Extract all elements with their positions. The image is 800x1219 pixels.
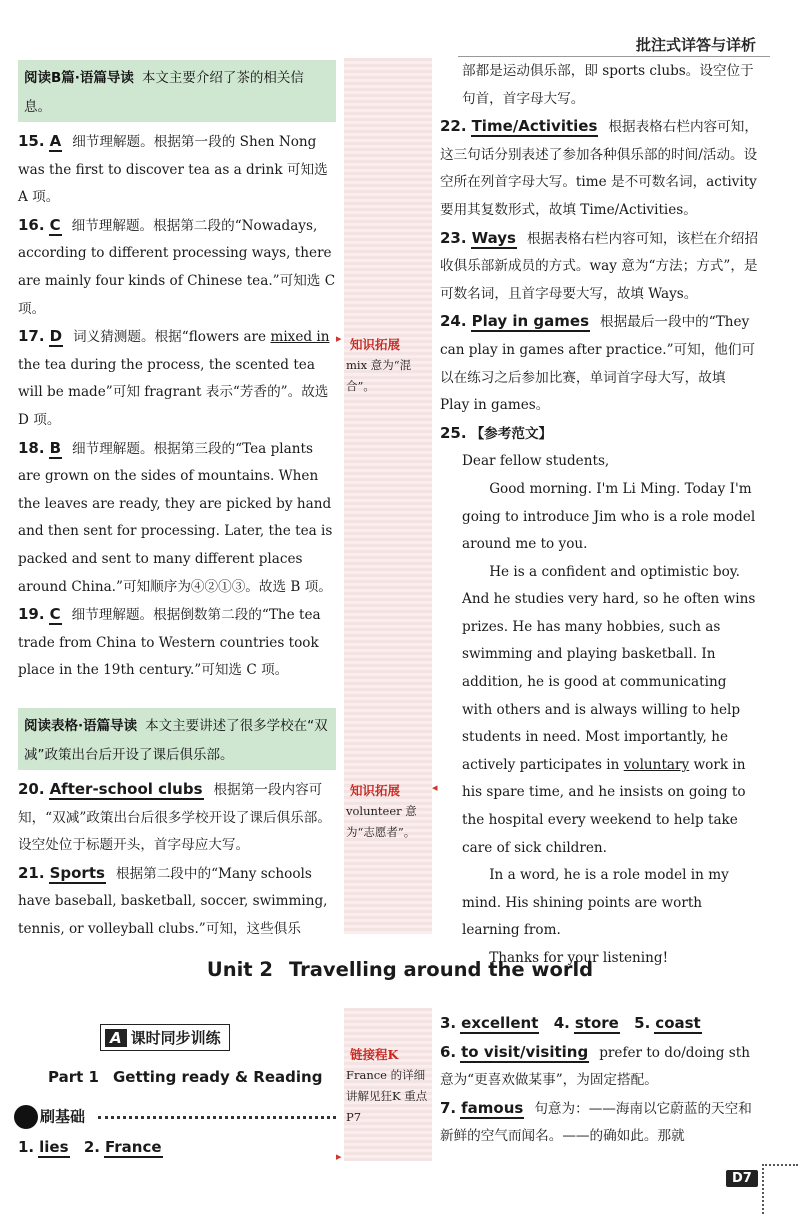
item-explanation: 句意为：——海南以它蔚蓝的天空和新鲜的空气而闻名。——的确如此。那就 [440,1100,752,1145]
band-label: 阅读B篇·语篇导读 [24,70,134,86]
basics-label: 刷基础 [40,1107,86,1126]
item-number: 1. [18,1138,35,1156]
dotted-divider [98,1116,336,1119]
part-number: Part 1 [48,1068,99,1086]
underlined-phrase: mixed in [270,329,330,346]
essay-text: work in his spare time, and he insists on going to the hospital every weekend to help take care of sick children. [462,756,746,856]
unit-title: Travelling around the world [288,958,594,981]
item-number: 23. [440,228,467,247]
unit-number: Unit 2 [206,958,273,981]
item-explanation: 细节理解题。根据第二段的“Nowadays, according to different processing ways, there are mainly four kinds of Chinese tea.”可知选 C 项。 [18,217,336,317]
underlined-word: voluntary [623,756,690,773]
item-answer: A [49,132,62,150]
band-text: 本文主要讲述了很多学校在“双减”政策出台后开设了课后俱乐部。 [24,718,328,763]
note-title: 知识拓展 [350,783,401,798]
section-band-reading-b [18,60,336,122]
answer-item-16 [18,212,338,323]
header-rule [458,56,770,57]
answer-item-20 [18,776,338,860]
note-text: volunteer 意为“志愿者”。 [346,804,417,839]
page-header-title: 批注式详答与详析 [635,36,756,54]
essay-text: He is a confident and optimistic boy. And he studies very hard, so he often wins prizes. He has many hobbies, such as swimming and playing basketball. In addition, he is good at communicating with others and is always willing to help students in need. Most importantly, he actively participates in [462,563,756,773]
item-answer: D [49,327,63,346]
essay-paragraph: Good morning. I'm Li Ming. Today I'm going to introduce Jim who is a role model around me to you. [462,480,756,553]
unit-heading [0,958,800,981]
item-explanation: 根据第一段内容可知，“双减”政策出台后很多学校开设了课后俱乐部。设空处位于标题开头，首字母应大写。 [18,782,331,854]
item-number: 22. [440,117,467,136]
item-number: 16. [18,215,45,234]
item-answer: famous [461,1098,524,1117]
band-label: 阅读表格·语篇导读 [24,718,138,734]
item-explanation: 细节理解题。根据第三段的“Tea plants are grown on the sides of mountains. When the leaves are ready, they are picked by hand and then sent for processing. Later, the tea is packed and sent to many different places around China.”可知顺序为④②①③。故选 B 项。 [18,440,333,595]
item-number: 3. [440,1014,457,1032]
note-arrow-icon: ▸ [336,1150,342,1163]
item-number: 4. [553,1014,570,1032]
item-explanation: 根据第二段中的“Many schools have baseball, basketball, soccer, swimming, tennis, or volleyball clubs.”可知，这些俱乐 [18,865,328,937]
brush-icon [14,1105,38,1129]
answer-item-15 [18,128,338,212]
item-answer: France [105,1138,162,1156]
badge-letter: A [105,1029,127,1047]
item-number: 21. [18,863,45,882]
left-answers-reading-b [18,128,338,685]
item-answer: to visit/visiting [461,1042,589,1061]
item-explanation: prefer to do/doing sth 意为“更喜欢做某事”，为固定搭配。 [440,1044,750,1089]
answer-item-21 [18,860,338,944]
item-number: 2. [83,1138,100,1156]
item-answer: lies [39,1138,69,1156]
margin-note-link [346,1044,430,1128]
item-number: 25. [440,423,467,442]
item-number: 7. [440,1098,457,1117]
item-number: 20. [18,780,45,798]
model-essay [462,448,759,972]
answer-item-7 [440,1095,760,1151]
item-explanation: 细节理解题。根据倒数第二段的“The tea trade from China to Western countries took place in the 19th century.”可知选 C 项。 [18,607,321,679]
badge-label: 课时同步训练 [130,1029,221,1047]
item-answer: Time/Activities [471,117,598,136]
item-explanation: 细节理解题。根据第一段的 Shen Nong was the first to discover tea as a drink 可知选 A 项。 [18,134,328,206]
margin-note-volunteer [346,780,430,843]
essay-greeting: Dear fellow students, [462,453,610,470]
note-arrow-icon: ▸ [336,332,342,345]
sync-training-badge [100,1024,230,1051]
answer-item-19 [18,601,338,685]
item-answer: C [49,605,61,624]
item-number: 15. [18,132,45,150]
item-answer: Sports [49,863,105,882]
item-answer: store [574,1014,619,1032]
note-arrow-icon: ◂ [432,781,438,794]
item-number: 19. [18,605,45,624]
item-answer: Play in games [471,312,590,331]
item-number: 6. [440,1042,457,1061]
answer-item-25 [440,420,759,449]
answer-item-17 [18,323,338,434]
part-heading [48,1068,322,1086]
section-band-reading-table [18,708,336,770]
right-answers [440,58,759,973]
bottom-left-answers [18,1134,173,1163]
essay-label: 【参考范文】 [470,425,553,442]
item-answer: C [49,215,61,234]
item-answer: B [49,438,62,457]
essay-paragraph [462,559,759,863]
answer-line-3-5 [440,1010,760,1039]
margin-note-mix [346,334,430,397]
note-text: France 的详细讲解见狂K 重点 P7 [346,1068,428,1124]
item-explanation: 根据表格右栏内容可知，这三句话分别表述了参加各种俱乐部的时间/活动。设空所在列首字母大写。time 是不可数名词，activity 要用其复数形式，故填 Time/Activities。 [440,119,758,218]
answer-item-18 [18,435,338,602]
basics-heading [14,1105,85,1129]
note-title: 链接程K [350,1047,399,1062]
item-explanation: 根据最后一段中的“They can play in games after practice.”可知，他们可以在练习之后参加比赛，单词首字母大写，故填 Play in games。 [440,314,756,414]
item-number: 18. [18,438,45,457]
item-number: 5. [634,1014,651,1032]
answer-item-22 [440,113,759,224]
note-text: mix 意为“混合”。 [346,358,412,393]
essay-paragraph: Thanks for your listening! [489,950,669,966]
left-answers-reading-table [18,776,338,944]
item-explanation-post: the tea during the process, the scented tea will be made”可知 fragrant 表示“芳香的”。故选 D 项。 [18,356,329,428]
band-text: 本文主要介绍了茶的相关信息。 [24,70,304,115]
part-title: Getting ready & Reading [112,1068,323,1086]
bottom-right-answers [440,1010,760,1151]
item-explanation: 根据表格右栏内容可知，该栏在介绍招收俱乐部新成员的方式。way 意为“方法；方式”，是可数名词，且首字母要大写，故填 Ways。 [440,230,759,302]
item-answer: coast [655,1014,701,1032]
page-corner-decoration [762,1164,798,1214]
item-number: 24. [440,312,467,331]
answer-item-23 [440,225,759,309]
essay-paragraph: In a word, he is a role model in my mind. His shining points are worth learning from. [462,867,729,939]
note-title: 知识拓展 [350,337,401,352]
page-number: D7 [726,1170,758,1187]
item-explanation-pre: 词义猜测题。根据“flowers are [73,329,271,346]
answer-item-6 [440,1039,760,1095]
item-answer: excellent [461,1014,539,1032]
item-answer: Ways [471,228,516,247]
answer-item-24 [440,308,759,419]
item-number: 17. [18,327,45,346]
item-answer: After-school clubs [49,780,203,798]
answer-item-21-continued: 部都是运动俱乐部，即 sports clubs。设空位于句首，首字母大写。 [462,63,754,107]
